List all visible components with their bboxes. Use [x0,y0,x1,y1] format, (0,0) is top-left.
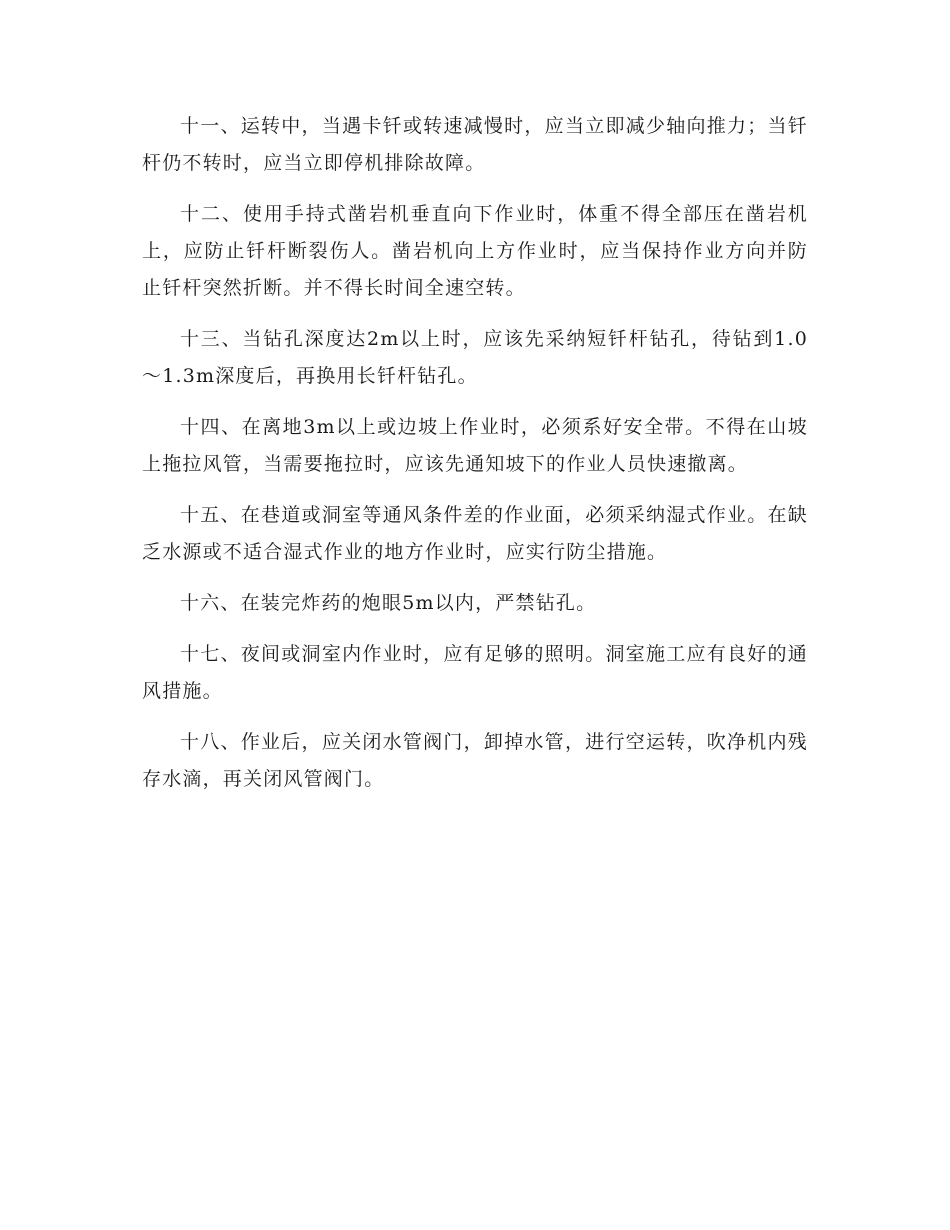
paragraph-18: 十八、作业后，应关闭水管阀门，卸掉水管，进行空运转，吹净机内残存水滴，再关闭风管阀门。 [142,731,808,790]
paragraph-17: 十七、夜间或洞室内作业时，应有足够的照明。洞室施工应有良好的通风措施。 [142,643,808,702]
document-body [142,108,808,812]
paragraph-16: 十六、在装完炸药的炮眼5m以内，严禁钻孔。 [180,592,597,614]
paragraph-11: 十一、运转中，当遇卡钎或转速减慢时，应当立即减少轴向推力；当钎杆仍不转时，应当立即停机排除故障。 [142,115,808,174]
paragraph-13: 十三、当钻孔深度达2m以上时，应该先采纳短钎杆钻孔，待钻到1.0～1.3m深度后，再换用长钎杆钻孔。 [142,328,808,387]
paragraph-15: 十五、在巷道或洞室等通风条件差的作业面，必须采纳湿式作业。在缺乏水源或不适合湿式作业的地方作业时，应实行防尘措施。 [142,504,808,563]
paragraph-12: 十二、使用手持式凿岩机垂直向下作业时，体重不得全部压在凿岩机上，应防止钎杆断裂伤人。凿岩机向上方作业时，应当保持作业方向并防止钎杆突然折断。并不得长时间全速空转。 [142,203,808,299]
paragraph-14: 十四、在离地3m以上或边坡上作业时，必须系好安全带。不得在山坡上拖拉风管，当需要拖拉时，应该先通知坡下的作业人员快速撤离。 [142,416,808,475]
